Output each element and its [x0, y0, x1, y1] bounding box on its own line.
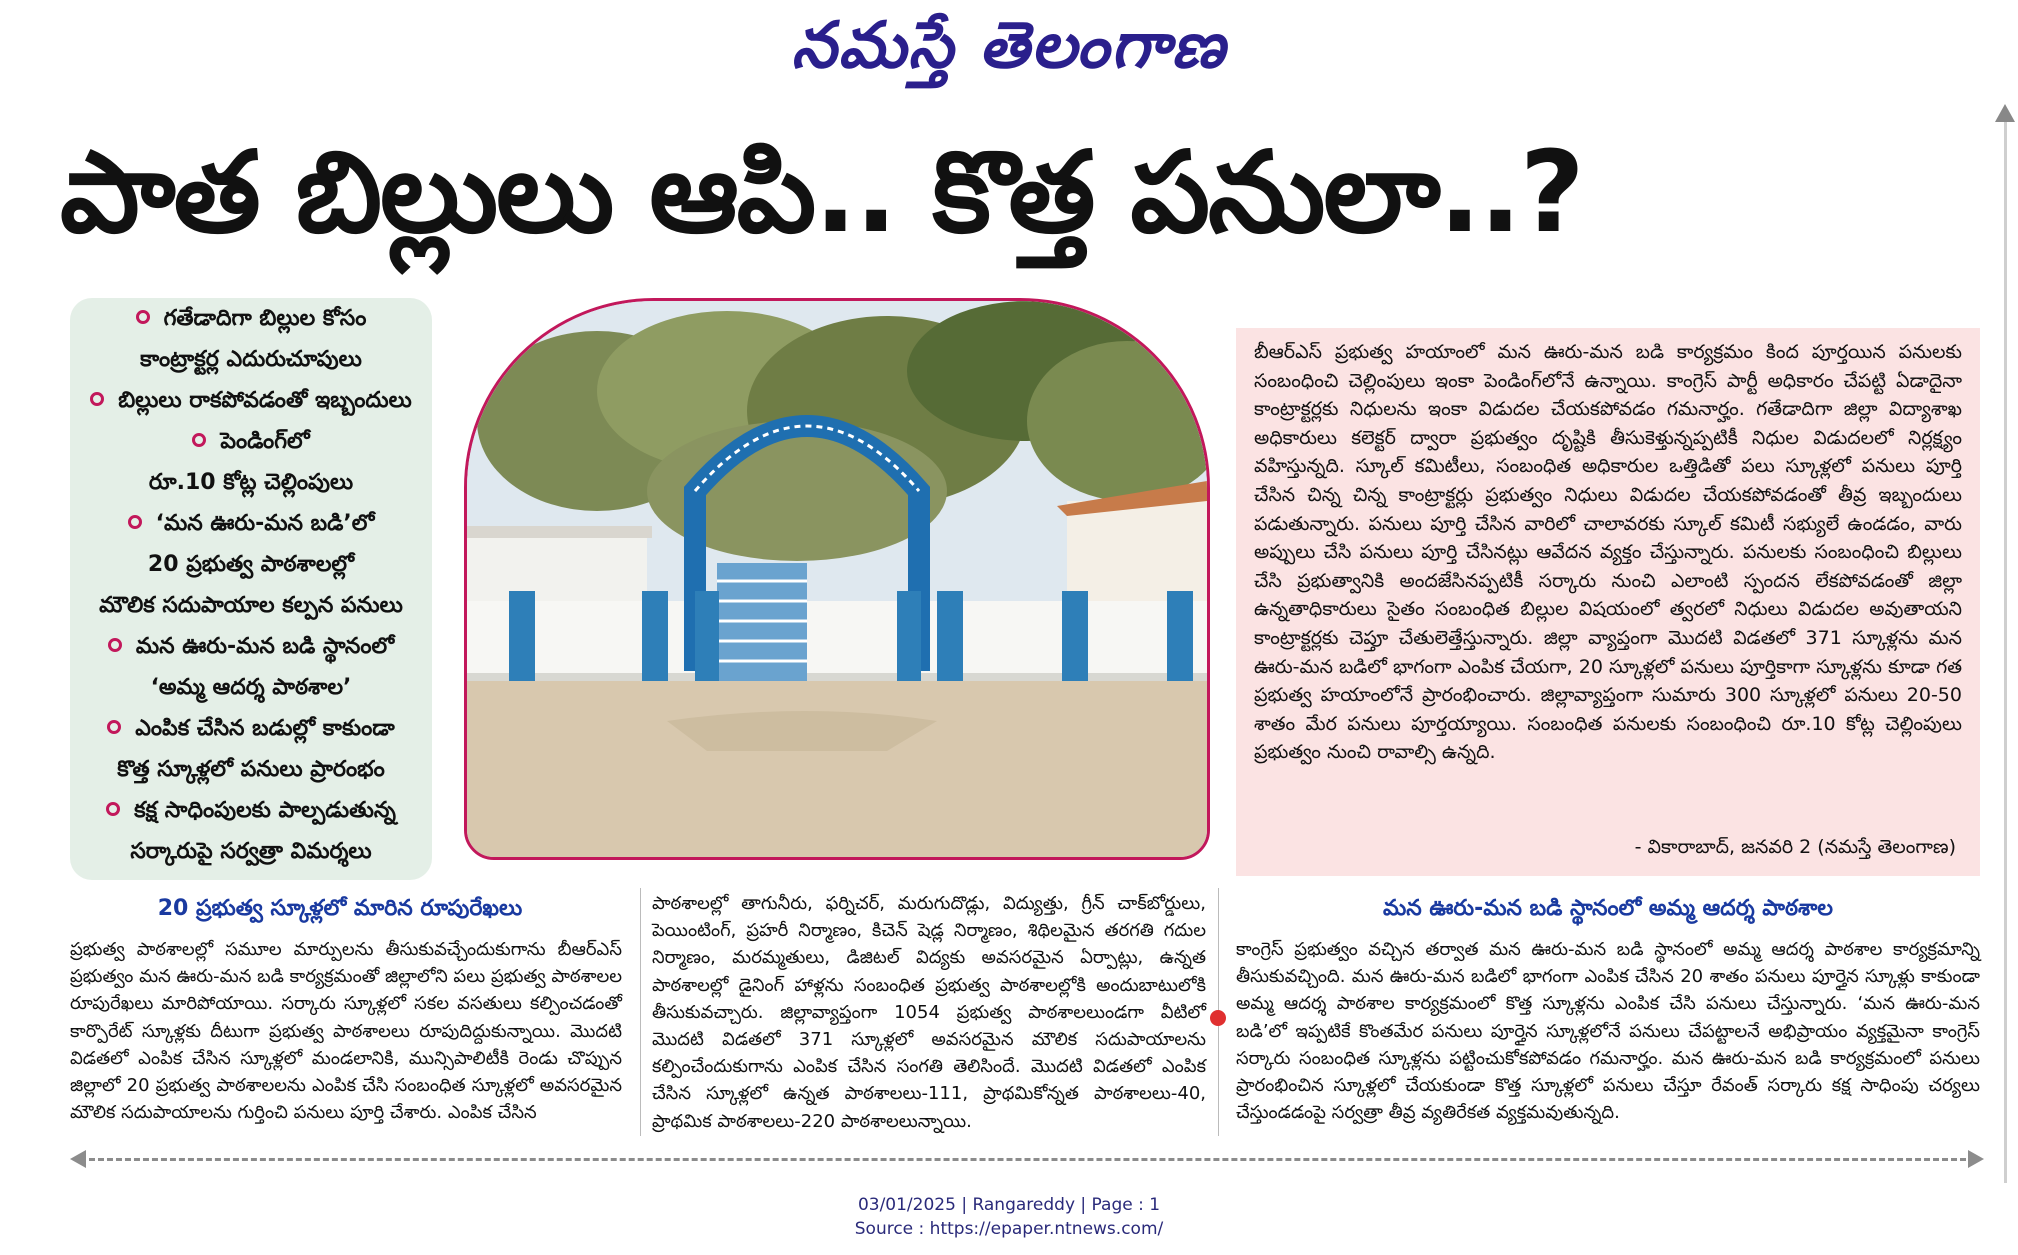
headline: పాత బిల్లులు ఆపి.. కొత్త పనులా..? — [60, 128, 1583, 258]
page-info: 03/01/2025 | Rangareddy | Page : 1 — [857, 1195, 1161, 1215]
column-divider — [640, 888, 641, 1136]
red-dot-icon — [1210, 1010, 1226, 1026]
school-gate-photo — [464, 298, 1210, 860]
highlight-item: ‘అమ్మ ఆదర్శ పాఠశాల’ — [150, 675, 352, 700]
highlight-item: కాంట్రాక్టర్ల ఎదురుచూపులు — [140, 347, 362, 372]
right-story-heading: మన ఊరు-మన బడి స్థానంలో అమ్మ ఆదర్శ పాఠశాల — [1382, 896, 1834, 921]
ring-bullet-icon — [108, 638, 122, 652]
right-story-text: కాంగ్రెస్‌ ప్రభుత్వం వచ్చిన తర్వాత మన ఊరు-మన బడి స్థానంలో అమ్మ ఆదర్శ పాఠశాల కార్యక్రమాన్ని తీసుకువచ్చింది. మన ఊరు-మన బడిలో భాగంగా ఎంపిక చేసిన 20 శాతం పనులు పూర్తైన స్కూళ్లు కాకుండా అమ్మ ఆదర్శ పాఠశాల కార్యక్రమంలో కొత్త స్కూళ్లను ఎంపిక చేసి పనులు చేస్తున్నారు. ‘మన ఊరు-మన బడి’లో ఇప్పటికే కొంతమేర పనులు పూర్తైన స్కూళ్లలోనే పనులు చేపట్టాలనే అభిప్రాయం వ్యక్తమైనా కాంగ్రెస్‌ సర్కారు సంబంధిత స్కూళ్లను పట్టించుకోకపోవడం గమనార్హం. మన ఊరు-మన బడి కార్యక్రమంలో పనులు ప్రారంభించిన స్కూళ్లలో చేయకుండా కొత్త స్కూళ్లలో పనులు చేస్తూ రేవంత్‌ సర్కారు కక్ష సాధింపు చర్యలు చేస్తుండడంపై సర్వత్రా తీవ్ర వ్యతిరేకత వ్యక్తమవుతున్నది. — [1236, 939, 1980, 1124]
ring-bullet-icon — [128, 515, 142, 529]
vertical-rule — [2004, 108, 2007, 1183]
highlight-item: మన ఊరు-మన బడి స్థానంలో — [70, 634, 432, 664]
highlight-item: కొత్త స్కూళ్లలో పనులు ప్రారంభం — [117, 757, 385, 782]
arrow-left-icon — [70, 1150, 86, 1168]
lead-story-box — [1236, 328, 1980, 876]
ring-bullet-icon — [192, 433, 206, 447]
dateline-credit: - వికారాబాద్‌, జనవరి 2 (నమస్తే తెలంగాణ) — [1634, 836, 1956, 858]
ring-bullet-icon — [107, 720, 121, 734]
highlight-item: గతేడాదిగా బిల్లుల కోసం — [70, 306, 432, 336]
lead-story-text: బీఆర్‌ఎస్‌ ప్రభుత్వ హయాంలో మన ఊరు-మన బడి కార్యక్రమం కింద పూర్తయిన పనులకు సంబంధించి చెల్లింపులు ఇంకా పెండింగ్‌లోనే ఉన్నాయి. కాంగ్రెస్‌ పార్టీ అధికారం చేపట్టి ఏడాదైనా కాంట్రాక్టర్లకు నిధులను ఇంకా విడుదల చేయకపోవడం గమనార్హం. గతేడాదిగా జిల్లా విద్యాశాఖ అధికారులు కలెక్టర్‌ ద్వారా ప్రభుత్వం దృష్టికి తీసుకెళ్తున్నప్పటికీ నిధుల విడుదలలో నిర్లక్ష్యం వహిస్తున్నది. స్కూల్‌ కమిటీలు, సంబంధిత అధికారుల ఒత్తిడితో పలు స్కూళ్లలో పనులు పూర్తి చేసిన చిన్న చిన్న కాంట్రాక్టర్లు ప్రభుత్వం నిధులు విడుదల చేయకపోవడంతో తీవ్ర ఇబ్బందులు పడుతున్నారు. పనులు పూర్తి చేసిన వారిలో చాలావరకు స్కూల్‌ కమిటీ సభ్యులే ఉండడం, వారు అప్పులు చేసి పనులు పూర్తి చేసినట్లు ఆవేదన వ్యక్తం చేస్తున్నారు. పనులకు సంబంధించి బిల్లులు చేసి ప్రభుత్వానికి అందజేసినప్పటికీ సర్కారు నుంచి ఎలాంటి స్పందన లేకపోవడంతో జిల్లా ఉన్నతాధికారులు సైతం సంబంధిత బిల్లుల విషయంలో త్వరలో నిధులు విడుదల అవుతాయని కాంట్రాక్టర్లకు చెప్తూ చేతులెత్తేస్తున్నారు. జిల్లా వ్యాప్తంగా మొదటి విడతలో 371 స్కూళ్లను మన ఊరు-మన బడిలో భాగంగా ఎంపిక చేయగా, 20 స్కూళ్లలో పనులు పూర్తికాగా స్కూళ్లను కూడా గత ప్రభుత్వ హయాంలోనే ప్రారంభించారు. జిల్లావ్యాప్తంగా సుమారు 300 స్కూళ్లలో పనులు 20-50 శాతం మేర పనులు పూర్తయ్యాయి. సంబంధిత పనులకు సంబంధించి రూ.10 కోట్ల చెల్లింపులు ప్రభుత్వం నుంచి రావాల్సి ఉన్నది. — [1254, 341, 1962, 764]
ring-bullet-icon — [106, 802, 120, 816]
highlight-item: 20 ప్రభుత్వ పాఠశాలల్లో — [147, 552, 355, 577]
highlights-box — [70, 298, 432, 880]
highlight-item: ‘మన ఊరు-మన బడి’లో — [70, 511, 432, 541]
horizontal-rule — [80, 1158, 1966, 1161]
highlight-item: ఎంపిక చేసిన బడుల్లో కాకుండా — [70, 716, 432, 746]
left-story-column — [70, 936, 622, 1126]
highlight-item: రూ.10 కోట్ల చెల్లింపులు — [148, 470, 354, 495]
ring-bullet-icon — [90, 392, 104, 406]
left-story-text: ప్రభుత్వ పాఠశాలల్లో సమూల మార్పులను తీసుకువచ్చేందుకుగాను బీఆర్‌ఎస్‌ ప్రభుత్వం మన ఊరు-మన బడి కార్యక్రమంతో జిల్లాలోని పలు ప్రభుత్వ పాఠశాలల రూపురేఖలు మారిపోయాయి. సర్కారు స్కూళ్లలో సకల వసతులు కల్పించడంతో కార్పొరేట్‌ స్కూళ్లకు దీటుగా ప్రభుత్వ పాఠశాలలు రూపుదిద్దుకున్నాయి. మొదటి విడతలో ఎంపిక చేసిన స్కూళ్లలో మండలానికి, మున్సిపాలిటీకి రెండు చొప్పున జిల్లాలో 20 ప్రభుత్వ పాఠశాలలను ఎంపిక చేసి సంబంధిత స్కూళ్లలో అవసరమైన మౌలిక సదుపాయాలను గుర్తించి పనులు పూర్తి చేశారు. ఎంపిక చేసిన — [70, 939, 622, 1124]
highlight-item: బిల్లులు రాకపోవడంతో ఇబ్బందులు — [70, 388, 432, 418]
right-story-column — [1236, 936, 1980, 1126]
highlight-item: కక్ష సాధింపులకు పాల్పడుతున్న — [70, 798, 432, 828]
highlight-item: మౌలిక సదుపాయాల కల్పన పనులు — [99, 593, 403, 618]
middle-story-column — [652, 890, 1206, 1135]
arrow-up-icon — [1995, 104, 2015, 122]
left-story-heading: 20 ప్రభుత్వ స్కూళ్లలో మారిన రూపురేఖలు — [157, 896, 523, 921]
ring-bullet-icon — [136, 310, 150, 324]
photo-illustration — [467, 301, 1207, 857]
middle-story-text: పాఠశాలల్లో తాగునీరు, ఫర్నిచర్‌, మరుగుదొడ్లు, విద్యుత్తు, గ్రీన్‌ చాక్‌బోర్డులు, పెయింటింగ్‌, ప్రహరీ నిర్మాణం, కిచెన్‌ షెడ్ల నిర్మాణం, శిథిలమైన తరగతి గదుల నిర్మాణం, మరమ్మతులు, డిజిటల్‌ విద్యకు అవసరమైన ఏర్పాట్లు, ఉన్నత పాఠశాలల్లో డైనింగ్‌ హాళ్లను సంబంధిత ప్రభుత్వ పాఠశాలల్లోకి అందుబాటులోకి తీసుకువచ్చారు. జిల్లావ్యాప్తంగా 1054 ప్రభుత్వ పాఠశాలలుండగా వీటిలో మొదటి విడతలో 371 స్కూళ్లలో అవసరమైన మౌలిక సదుపాయాలను కల్పించేందుకుగాను ఎంపిక చేసిన సంగతి తెలిసిందే. మొదటి విడతలో ఎంపిక చేసిన స్కూళ్లలో ఉన్నత పాఠశాలలు-111, ప్రాథమికోన్నత పాఠశాలలు-40, ప్రాథమిక పాఠశాలలు-220 పాఠశాలలున్నాయి. — [652, 893, 1206, 1132]
highlight-item: పెండింగ్‌లో — [70, 429, 432, 459]
arrow-right-icon — [1968, 1150, 1984, 1168]
masthead-logo: నమస్తే తెలంగాణ — [791, 8, 1227, 83]
source-link[interactable]: Source : https://epaper.ntnews.com/ — [854, 1219, 1164, 1239]
highlight-item: సర్కారుపై సర్వత్రా విమర్శలు — [130, 839, 372, 864]
